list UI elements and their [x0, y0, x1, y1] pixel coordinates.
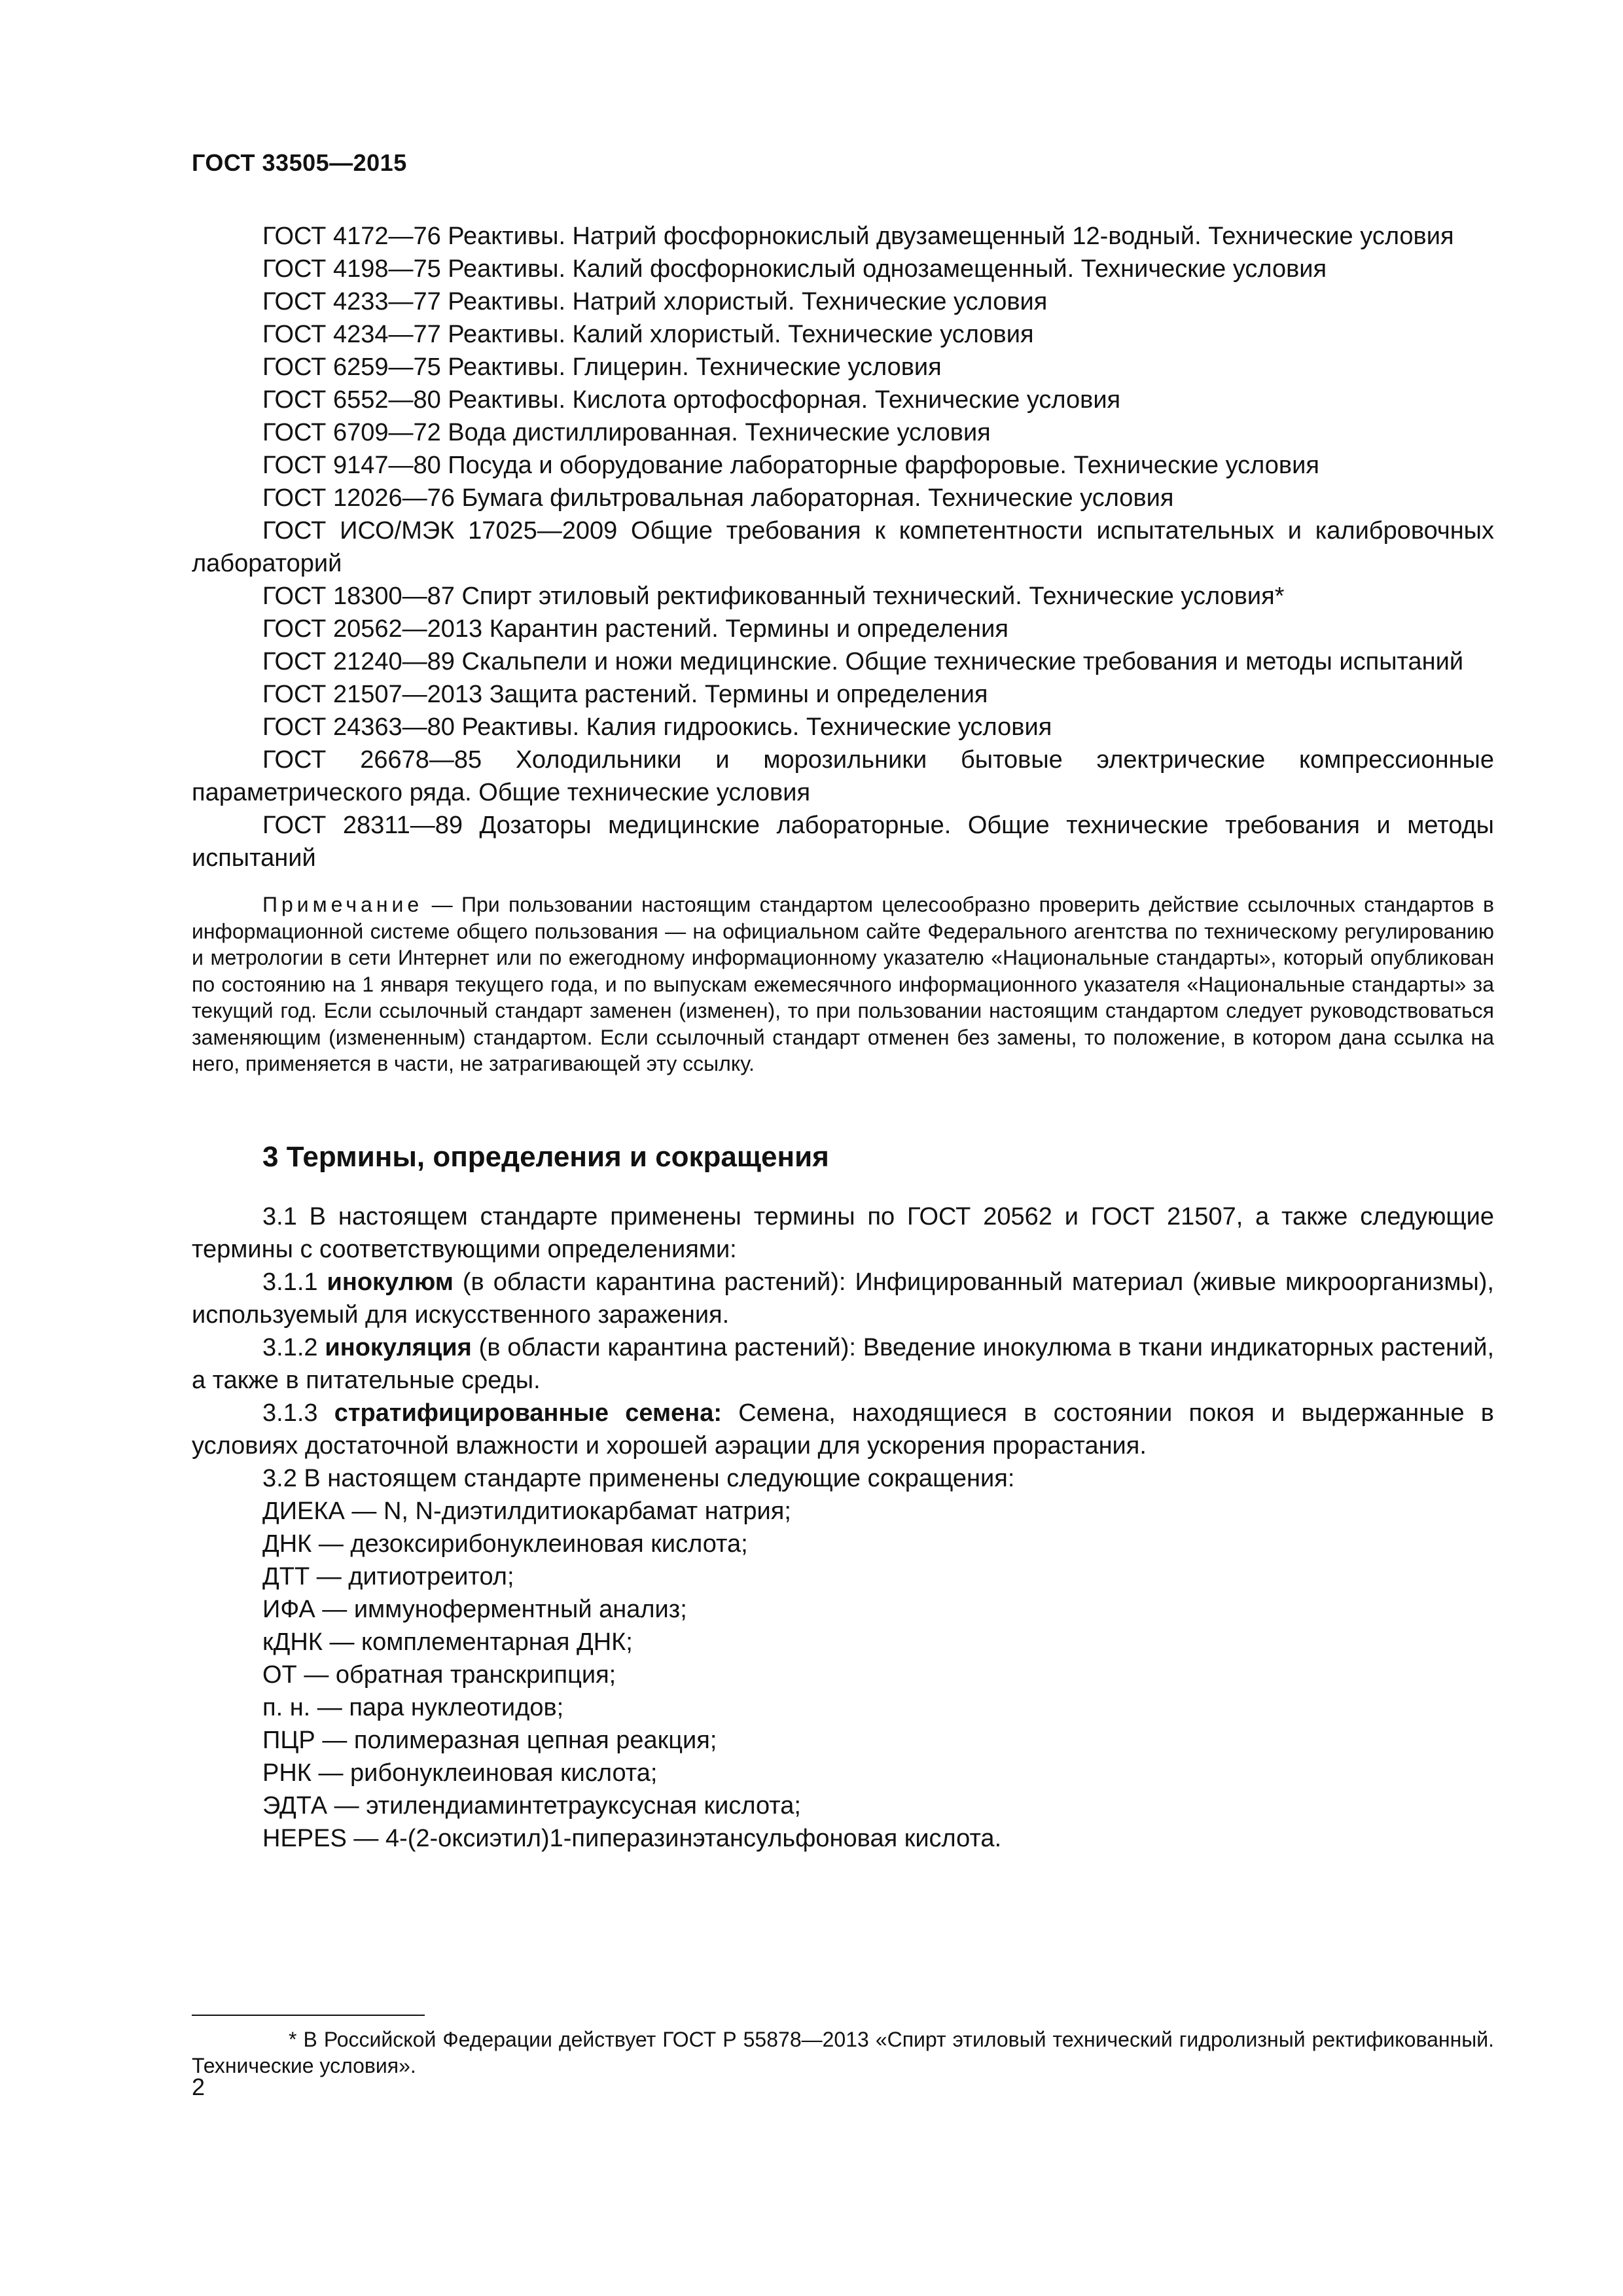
abbreviation-item: ДНК — дезоксирибонуклеиновая кислота;: [262, 1530, 748, 1558]
reference-item: ГОСТ 4172—76 Реактивы. Натрий фосфорнокислый двузамещенный 12-водный. Технические условия: [262, 223, 1454, 250]
page-number: 2: [192, 2073, 205, 2100]
abbreviation-item: кДНК — комплементарная ДНК;: [262, 1628, 633, 1656]
term-text: Семена, находящиеся в состоянии покоя и выдержанные в условиях достаточной влажности и хорошей аэрации для ускорения прорастания.: [192, 1399, 1494, 1460]
reference-item: ГОСТ 21240—89 Скальпели и ножи медицинские. Общие технические требования и методы испытаний: [262, 648, 1464, 675]
abbreviation-item: ИФА — иммуноферментный анализ;: [262, 1595, 687, 1623]
term-text: (в области карантина растений): Введение инокулюма в ткани индикаторных растений, а также в питательные среды.: [192, 1333, 1495, 1394]
abbreviations-list: [192, 1495, 1494, 1855]
term-number: 3.1.1: [262, 1268, 327, 1296]
reference-item: ГОСТ 4234—77 Реактивы. Калий хлористый. Технические условия: [262, 321, 1034, 348]
normative-references: [192, 220, 1494, 874]
term-definition: [192, 1266, 1494, 1331]
footnote: * В Российской Федерации действует ГОСТ Р 55878—2013 «Спирт этиловый технический гидролизный ректификованный. Технические условия».: [192, 2028, 1494, 2077]
reference-item: ГОСТ 26678—85 Холодильники и морозильники бытовые электрические компрессионные параметрического ряда. Общие технические условия: [192, 746, 1494, 806]
document-header: ГОСТ 33505—2015: [192, 149, 407, 176]
abbreviation-item: HEPES — 4-(2-оксиэтил)1-пиперазинэтансульфоновая кислота.: [262, 1824, 1002, 1852]
term-text: (в области карантина растений): Инфицированный материал (живые микроорганизмы), используемый для искусственного заражения.: [192, 1268, 1494, 1329]
note-paragraph: [192, 891, 1494, 1077]
abbreviation-item: ДТТ — дитиотреитол;: [262, 1562, 514, 1590]
reference-item: ГОСТ 4198—75 Реактивы. Калий фосфорнокислый однозамещенный. Технические условия: [262, 255, 1327, 283]
abbreviation-item: ОТ — обратная транскрипция;: [262, 1660, 616, 1689]
abbreviation-item: ДИЕКА — N, N-диэтилдитиокарбамат натрия;: [262, 1497, 791, 1525]
section-title: 3 Термины, определения и сокращения: [262, 1140, 829, 1173]
term-number: 3.1.2: [262, 1333, 325, 1361]
term-name: инокуляция: [325, 1333, 472, 1361]
reference-item: ГОСТ 24363—80 Реактивы. Калия гидроокись. Технические условия: [262, 713, 1052, 741]
note-label: Примечание: [262, 893, 423, 916]
reference-item: ГОСТ 18300—87 Спирт этиловый ректификованный технический. Технические условия*: [262, 583, 1285, 610]
reference-item: ГОСТ 21507—2013 Защита растений. Термины и определения: [262, 681, 988, 708]
reference-item: ГОСТ 9147—80 Посуда и оборудование лабораторные фарфоровые. Технические условия: [262, 452, 1319, 479]
term-definition: [192, 1331, 1494, 1397]
term-name: инокулюм: [327, 1268, 454, 1296]
reference-item: ГОСТ 6709—72 Вода дистиллированная. Технические условия: [262, 419, 991, 446]
abbreviation-item: РНК — рибонуклеиновая кислота;: [262, 1759, 658, 1787]
clause-3-2: 3.2 В настоящем стандарте применены следующие сокращения:: [262, 1464, 1015, 1492]
reference-item: ГОСТ 4233—77 Реактивы. Натрий хлористый. Технические условия: [262, 288, 1048, 315]
reference-item: ГОСТ 28311—89 Дозаторы медицинские лабораторные. Общие технические требования и методы испытаний: [192, 812, 1494, 872]
reference-item: ГОСТ 20562—2013 Карантин растений. Термины и определения: [262, 615, 1008, 643]
note-text: — При пользовании настоящим стандартом целесообразно проверить действие ссылочных стандартов в информационной системе общего пользования — на официальном сайте Федерального агентства по техническому регулированию и метрологии в сети Интернет или по ежегодному информационному указателю «Национальные стандарты», который опубликован по состоянию на 1 января текущего года, и по выпускам ежемесячного информационного указателя «Национальные стандарты» за текущий год. Если ссылочный стандарт заменен (изменен), то при пользовании настоящим стандартом следует руководствоваться заменяющим (измененным) стандартом. Если ссылочный стандарт отменен без замены, то положение, в котором дана ссылка на него, применяется в части, не затрагивающей эту ссылку.: [192, 893, 1494, 1075]
reference-item: ГОСТ ИСО/МЭК 17025—2009 Общие требования к компетентности испытательных и калибровочных лабораторий: [192, 517, 1494, 577]
reference-item: ГОСТ 6259—75 Реактивы. Глицерин. Технические условия: [262, 353, 942, 381]
abbreviation-item: ЭДТА — этилендиаминтетрауксусная кислота;: [262, 1791, 801, 1820]
reference-item: ГОСТ 12026—76 Бумага фильтровальная лабораторная. Технические условия: [262, 484, 1174, 512]
abbreviation-item: ПЦР — полимеразная цепная реакция;: [262, 1726, 717, 1754]
term-name: стратифицированные семена:: [334, 1399, 722, 1427]
term-number: 3.1.3: [262, 1399, 334, 1427]
main-text: [192, 220, 1494, 1855]
footnote-divider: [192, 2015, 425, 2016]
reference-item: ГОСТ 6552—80 Реактивы. Кислота ортофосфорная. Технические условия: [262, 386, 1121, 414]
clause-3-1: 3.1 В настоящем стандарте применены термины по ГОСТ 20562 и ГОСТ 21507, а также следующие термины с соответствующими определениями:: [192, 1202, 1494, 1263]
term-definition: [192, 1397, 1494, 1462]
abbreviation-item: п. н. — пара нуклеотидов;: [262, 1693, 564, 1721]
